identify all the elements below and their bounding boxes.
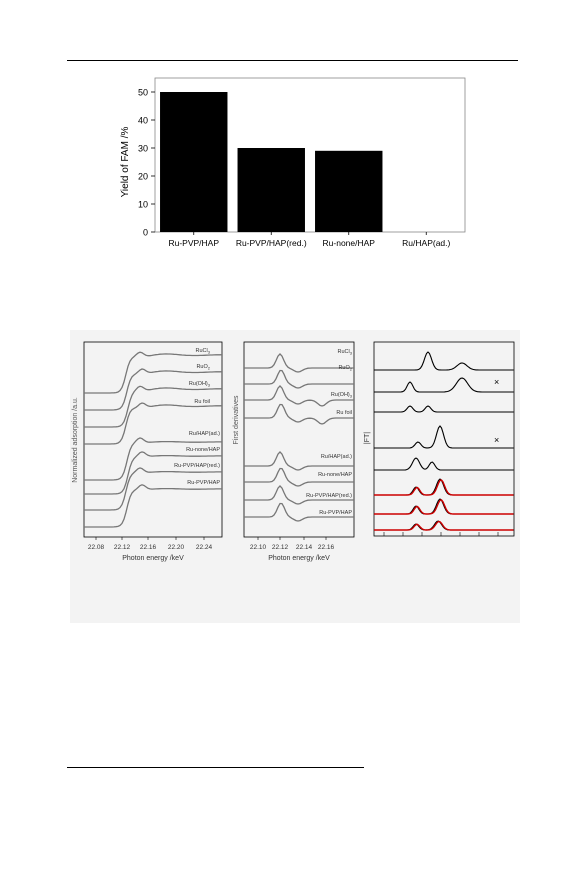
header-rule xyxy=(67,60,518,61)
trace-label: Ru foil xyxy=(336,410,352,416)
trace-label: Ru-PVP/HAP xyxy=(319,510,352,516)
derivative-x-tick-label: 22.16 xyxy=(317,544,335,551)
trace-label: Ru/HAP(ad.) xyxy=(188,431,220,437)
derivative-ylabel: First derivatives xyxy=(233,395,240,445)
trace-label: $Ru(OH)_3$ xyxy=(188,381,210,388)
y-tick-label: 20 xyxy=(137,171,148,182)
xanes-ylabel: Normalized adsorption /a.u. xyxy=(72,397,79,483)
xas-figure xyxy=(0,330,585,630)
trace-label: $Ru(OH)_3$ xyxy=(330,392,352,399)
x-tick-label: Ru-PVP/HAP(red.) xyxy=(235,238,307,248)
x-tick-label: Ru-none/HAP xyxy=(322,238,375,248)
trace-label: Ru-none/HAP xyxy=(318,472,352,478)
xanes-x-tick-label: 22.20 xyxy=(167,544,185,551)
xanes-x-tick-label: 22.08 xyxy=(87,544,105,551)
footnote-rule xyxy=(67,767,364,768)
xanes-x-tick-label: 22.12 xyxy=(113,544,131,551)
derivative-x-tick-label: 22.12 xyxy=(271,544,289,551)
bar xyxy=(160,92,227,232)
trace-label: RuCl$_3$ xyxy=(195,348,210,355)
y-tick-label: 30 xyxy=(137,143,148,154)
bar-y-axis-label: Yield of FAM /% xyxy=(120,126,131,198)
y-tick-label: 40 xyxy=(137,115,148,126)
trace-label: Ru-none/HAP xyxy=(186,447,220,453)
xanes-x-tick-label: 22.24 xyxy=(195,544,213,551)
x-tick-label: Ru/HAP(ad.) xyxy=(402,238,451,248)
trace-label: RuO$_2$ xyxy=(196,364,210,371)
trace-label: RuO$_2$ xyxy=(338,365,352,372)
derivative-x-tick-label: 22.14 xyxy=(295,544,313,551)
ft-marker-2: × xyxy=(494,435,500,445)
ft-ylabel: |FT| xyxy=(364,431,371,445)
y-tick-label: 0 xyxy=(142,227,148,238)
bar xyxy=(238,148,305,232)
derivative-xlabel: Photon energy /keV xyxy=(268,555,330,562)
trace-label: Ru-PVP/HAP(red.) xyxy=(306,493,352,499)
figure-background xyxy=(70,330,520,623)
bar-chart xyxy=(0,70,585,340)
xanes-x-tick-label: 22.16 xyxy=(139,544,157,551)
trace-label: Ru-PVP/HAP(red.) xyxy=(174,463,220,469)
ft-marker-1: × xyxy=(494,377,500,387)
trace-label: Ru-PVP/HAP xyxy=(187,480,220,486)
xanes-xlabel: Photon energy /keV xyxy=(122,555,184,562)
trace-label: Ru foil xyxy=(194,399,210,405)
trace-label: Ru/HAP(ad.) xyxy=(320,454,352,460)
derivative-x-tick-label: 22.10 xyxy=(249,544,267,551)
trace-label: RuCl$_3$ xyxy=(337,349,352,356)
y-tick-label: 50 xyxy=(137,87,148,98)
x-tick-label: Ru-PVP/HAP xyxy=(168,238,220,248)
bar xyxy=(315,151,382,232)
y-tick-label: 10 xyxy=(137,199,148,210)
